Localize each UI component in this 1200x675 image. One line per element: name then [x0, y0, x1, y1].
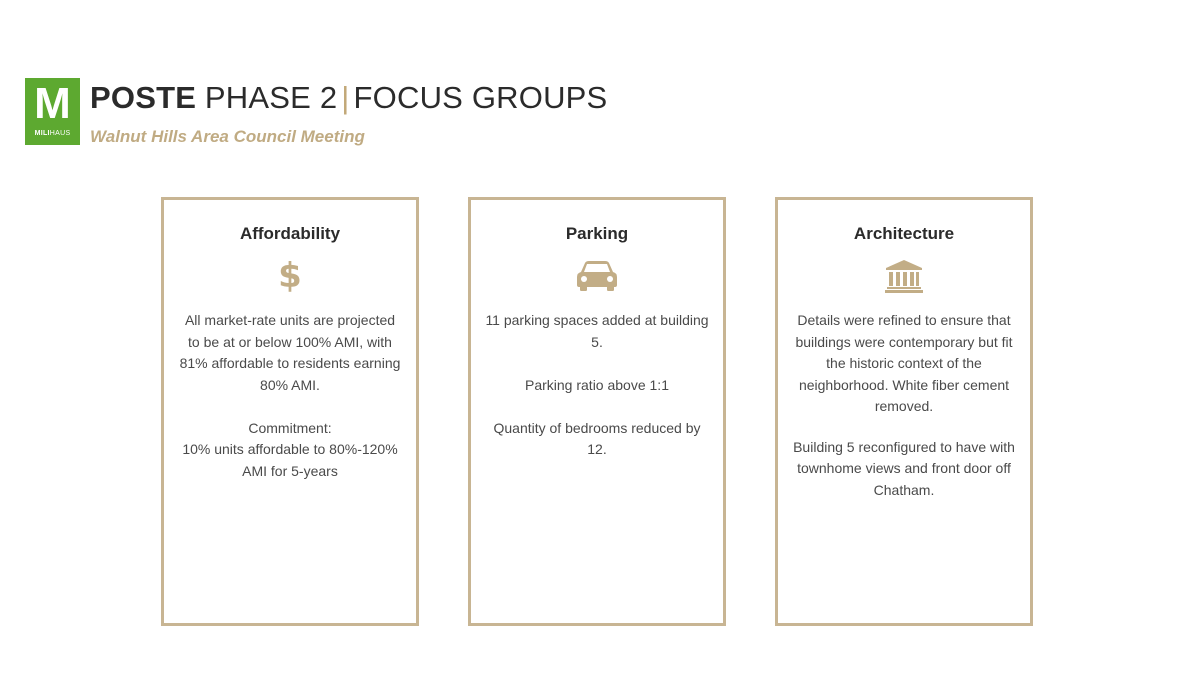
title-part2: FOCUS GROUPS [353, 80, 608, 115]
card-affordability [161, 197, 419, 626]
card-paragraph: All market-rate units are projected to be at or below 100% AMI, with 81% affordable to residents earning 80% AMI. [179, 312, 401, 393]
title-separator: | [341, 80, 350, 115]
card-heading: Parking [565, 224, 629, 243]
card-paragraph: Quantity of bedrooms reduced by 12. [493, 419, 701, 457]
card-paragraph: Details were refined to ensure that buildings were contemporary but fit the historic context of the neighborhood. White fiber cement removed. [795, 312, 1013, 414]
card-body [792, 310, 1016, 501]
page-title [90, 80, 607, 116]
logo-wordmark: MILIHAUS [34, 130, 71, 137]
card-body [178, 310, 402, 482]
card-paragraph: Commitment: 10% units affordable to 80%-120% AMI for 5-years [182, 419, 398, 479]
card-parking [468, 197, 726, 626]
page-subtitle: Walnut Hills Area Council Meeting [90, 127, 365, 146]
title-part1: PHASE 2 [204, 80, 338, 115]
title-bold: POSTE [90, 80, 197, 115]
car-icon [471, 258, 723, 294]
card-paragraph: 11 parking spaces added at building 5. [485, 312, 709, 350]
card-body [485, 310, 709, 461]
dollar-icon: $ [278, 256, 302, 296]
card-heading: Architecture [853, 224, 955, 243]
card-paragraph: Parking ratio above 1:1 [525, 376, 669, 393]
card-heading: Affordability [239, 224, 341, 243]
card-paragraph: Building 5 reconfigured to have with townhome views and front door off Chatham. [793, 438, 1015, 498]
logo-letter: M [34, 79, 71, 128]
building-columns-icon [778, 258, 1030, 294]
milihaus-logo [25, 78, 80, 145]
card-architecture [775, 197, 1033, 626]
